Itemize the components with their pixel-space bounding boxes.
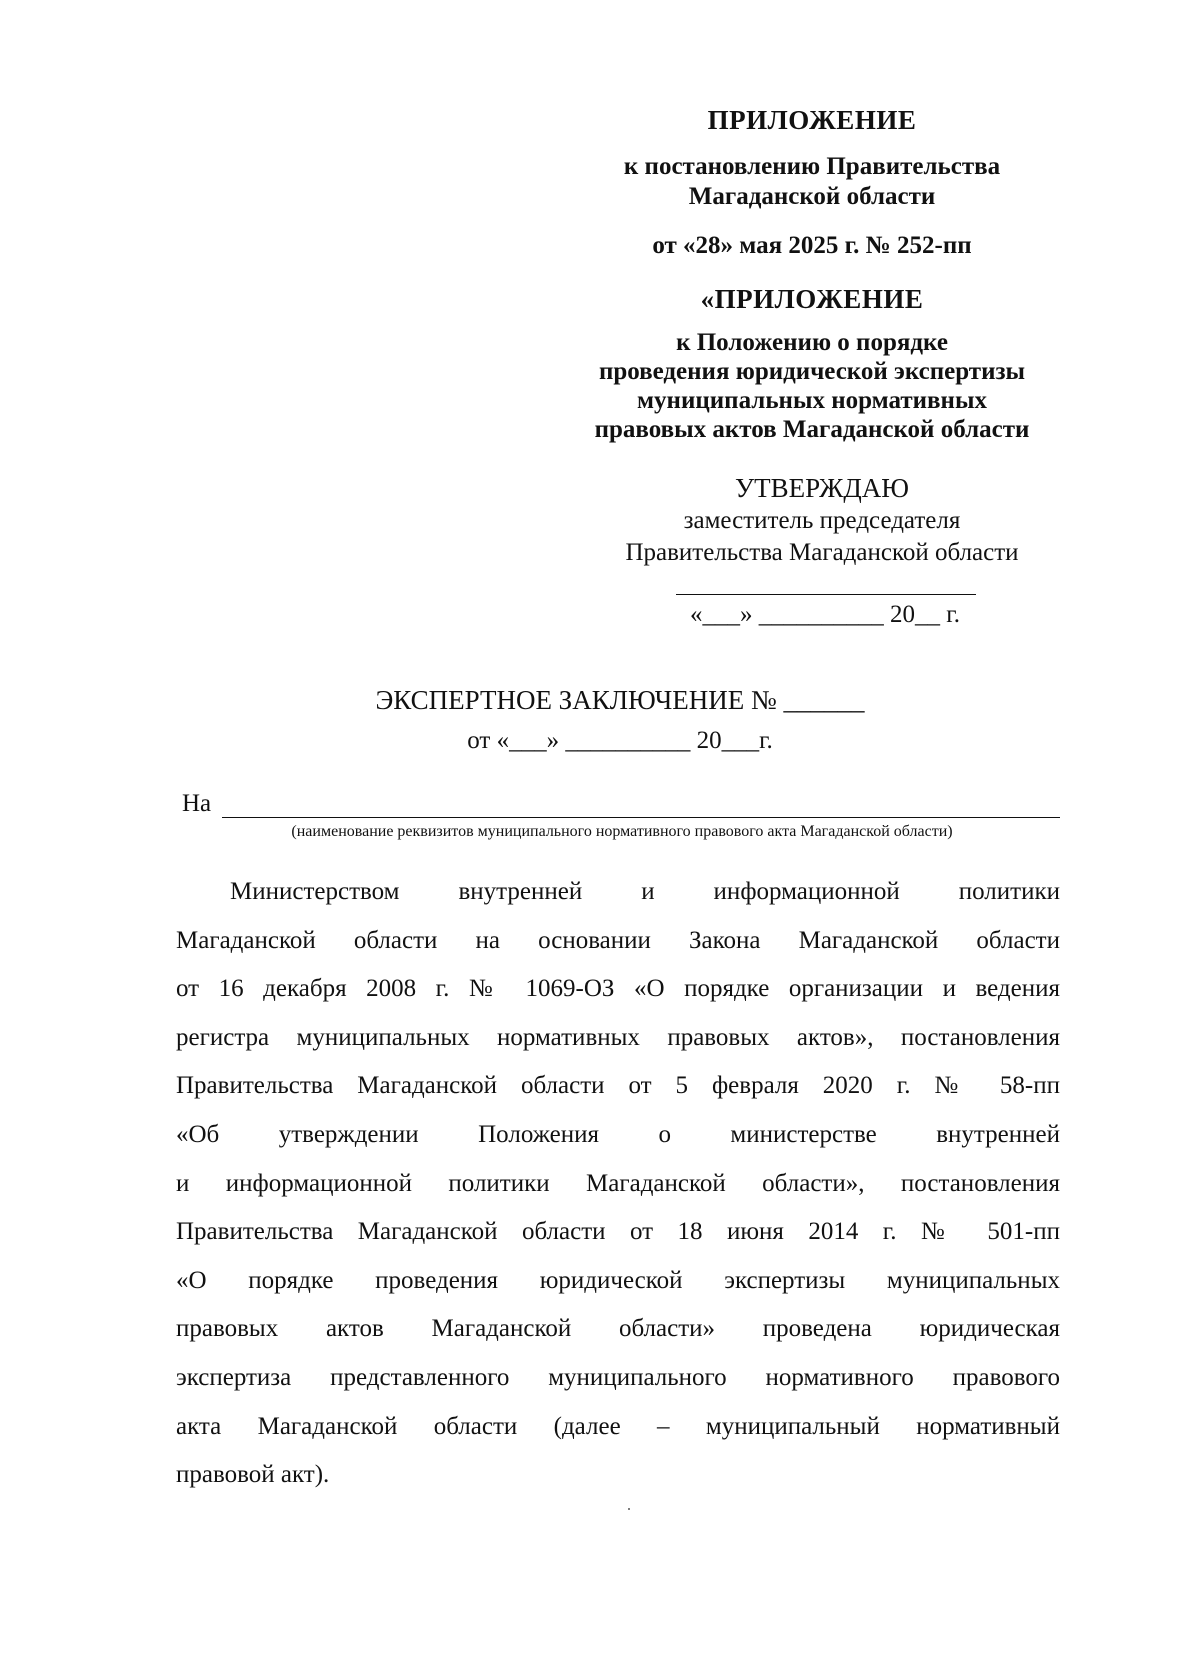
body-line: экспертиза представленного муниципального нормативного правового [176, 1363, 1060, 1391]
conclusion-date: от «___» __________ 20___г. [467, 727, 773, 754]
header-line-1: к постановлению Правительства [623, 153, 1001, 180]
appendix-line: правовых актов Магаданской области [594, 416, 1030, 443]
body-line: правовых актов Магаданской области» проведена юридическая [176, 1315, 1060, 1343]
appendix-line: муниципальных нормативных [637, 387, 987, 414]
subject-caption: (наименование реквизитов муниципального нормативного правового акта Магаданской области) [291, 823, 953, 840]
header-title: ПРИЛОЖЕНИЕ [707, 105, 917, 135]
approval-date: «___» __________ 20__ г. [690, 601, 960, 628]
appendix-line: проведения юридической экспертизы [598, 358, 1026, 385]
body-line: «Об утверждении Положения о министерстве внутренней [176, 1120, 1060, 1148]
approval-line-1: заместитель председателя [683, 507, 961, 534]
body-line: и информационной политики Магаданской области», постановления [176, 1169, 1060, 1197]
signature-line [676, 594, 976, 595]
body-line: правовой акт). [176, 1461, 330, 1489]
scan-speck [628, 1508, 630, 1510]
approval-title: УТВЕРЖДАЮ [734, 473, 910, 503]
body-line: «О порядке проведения юридической экспертизы муниципальных [176, 1266, 1060, 1294]
header-date-line: от «28» мая 2025 г. № 252-пп [652, 232, 972, 259]
appendix-title: «ПРИЛОЖЕНИЕ [700, 284, 924, 314]
subject-fill-line [222, 817, 1060, 818]
subject-label: На [182, 790, 212, 817]
conclusion-title: ЭКСПЕРТНОЕ ЗАКЛЮЧЕНИЕ № ______ [375, 685, 865, 715]
appendix-line: к Положению о порядке [676, 329, 948, 356]
body-line: Правительства Магаданской области от 5 февраля 2020 г. № 58-пп [176, 1072, 1060, 1100]
body-line: Магаданской области на основании Закона Магаданской области [176, 926, 1060, 954]
approval-line-2: Правительства Магаданской области [625, 539, 1019, 566]
body-line: от 16 декабря 2008 г. № 1069-ОЗ «О порядке организации и ведения [176, 975, 1060, 1003]
body-line: акта Магаданской области (далее – муниципальный нормативный [176, 1412, 1060, 1440]
header-line-2: Магаданской области [688, 183, 936, 210]
body-line: Правительства Магаданской области от 18 июня 2014 г. № 501-пп [176, 1218, 1060, 1246]
body-line: регистра муниципальных нормативных правовых актов», постановления [176, 1023, 1060, 1051]
body-paragraph [176, 868, 1060, 1500]
body-line: Министерством внутренней и информационной политики [230, 878, 1060, 905]
